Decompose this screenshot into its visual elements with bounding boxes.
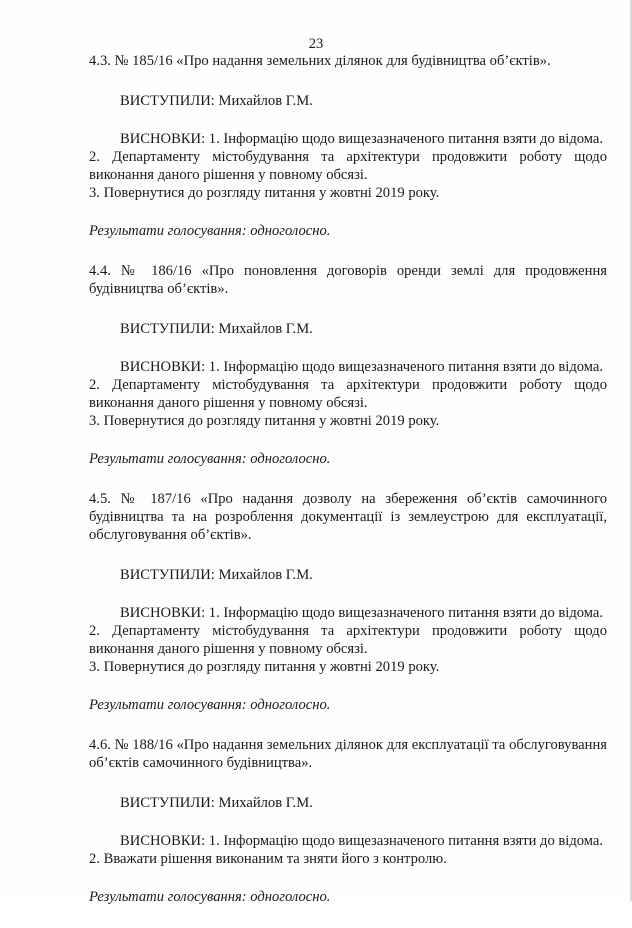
speakers-line: ВИСТУПИЛИ: Михайлов Г.М. <box>120 93 313 109</box>
agenda-item-4-3 <box>89 52 607 240</box>
conclusion-point: 2. Департаменту містобудування та архітектури продовжити роботу щодо виконання даного рішення у повному обсязі. <box>89 377 607 411</box>
vote-result: Результати голосування: одноголосно. <box>89 697 331 713</box>
conclusion-point: ВИСНОВКИ: 1. Інформацію щодо вищезазначеного питання взяти до відома. <box>120 359 604 375</box>
conclusion-point: 2. Департаменту містобудування та архітектури продовжити роботу щодо виконання даного рішення у повному обсязі. <box>89 623 607 657</box>
page-content <box>89 52 607 928</box>
speakers-line: ВИСТУПИЛИ: Михайлов Г.М. <box>120 795 313 811</box>
agenda-item-4-5 <box>89 490 607 714</box>
vote-result: Результати голосування: одноголосно. <box>89 889 331 905</box>
agenda-item-heading: 4.5. № 187/16 «Про надання дозволу на збереження об’єктів самочинного будівництва та на розроблення документації із землеустрою для експлуатації, обслуговування об’єктів». <box>89 491 607 543</box>
vote-result: Результати голосування: одноголосно. <box>89 223 331 239</box>
agenda-item-heading: 4.4. № 186/16 «Про поновлення договорів оренди землі для продовження будівництва об’єктів». <box>89 263 607 297</box>
speakers-line: ВИСТУПИЛИ: Михайлов Г.М. <box>120 321 313 337</box>
conclusion-point: 2. Вважати рішення виконаним та зняти його з контролю. <box>89 851 447 867</box>
agenda-item-4-6 <box>89 736 607 906</box>
conclusion-point: 3. Повернутися до розгляду питання у жовтні 2019 року. <box>89 185 440 201</box>
conclusion-point: 3. Повернутися до розгляду питання у жовтні 2019 року. <box>89 659 440 675</box>
conclusion-point: 3. Повернутися до розгляду питання у жовтні 2019 року. <box>89 413 440 429</box>
page-number: 23 <box>308 36 324 52</box>
speakers-line: ВИСТУПИЛИ: Михайлов Г.М. <box>120 567 313 583</box>
agenda-item-heading: 4.3. № 185/16 «Про надання земельних ділянок для будівництва об’єктів». <box>89 53 551 69</box>
conclusion-point: ВИСНОВКИ: 1. Інформацію щодо вищезазначеного питання взяти до відома. <box>120 605 604 621</box>
vote-result: Результати голосування: одноголосно. <box>89 451 331 467</box>
conclusion-point: ВИСНОВКИ: 1. Інформацію щодо вищезазначеного питання взяти до відома. <box>120 833 604 849</box>
conclusion-point: ВИСНОВКИ: 1. Інформацію щодо вищезазначеного питання взяти до відома. <box>120 131 604 147</box>
agenda-item-heading: 4.6. № 188/16 «Про надання земельних ділянок для експлуатації та обслуговування об’єктів самочинного будівництва». <box>89 737 607 771</box>
agenda-item-4-4 <box>89 262 607 468</box>
conclusion-point: 2. Департаменту містобудування та архітектури продовжити роботу щодо виконання даного рішення у повному обсязі. <box>89 149 607 183</box>
